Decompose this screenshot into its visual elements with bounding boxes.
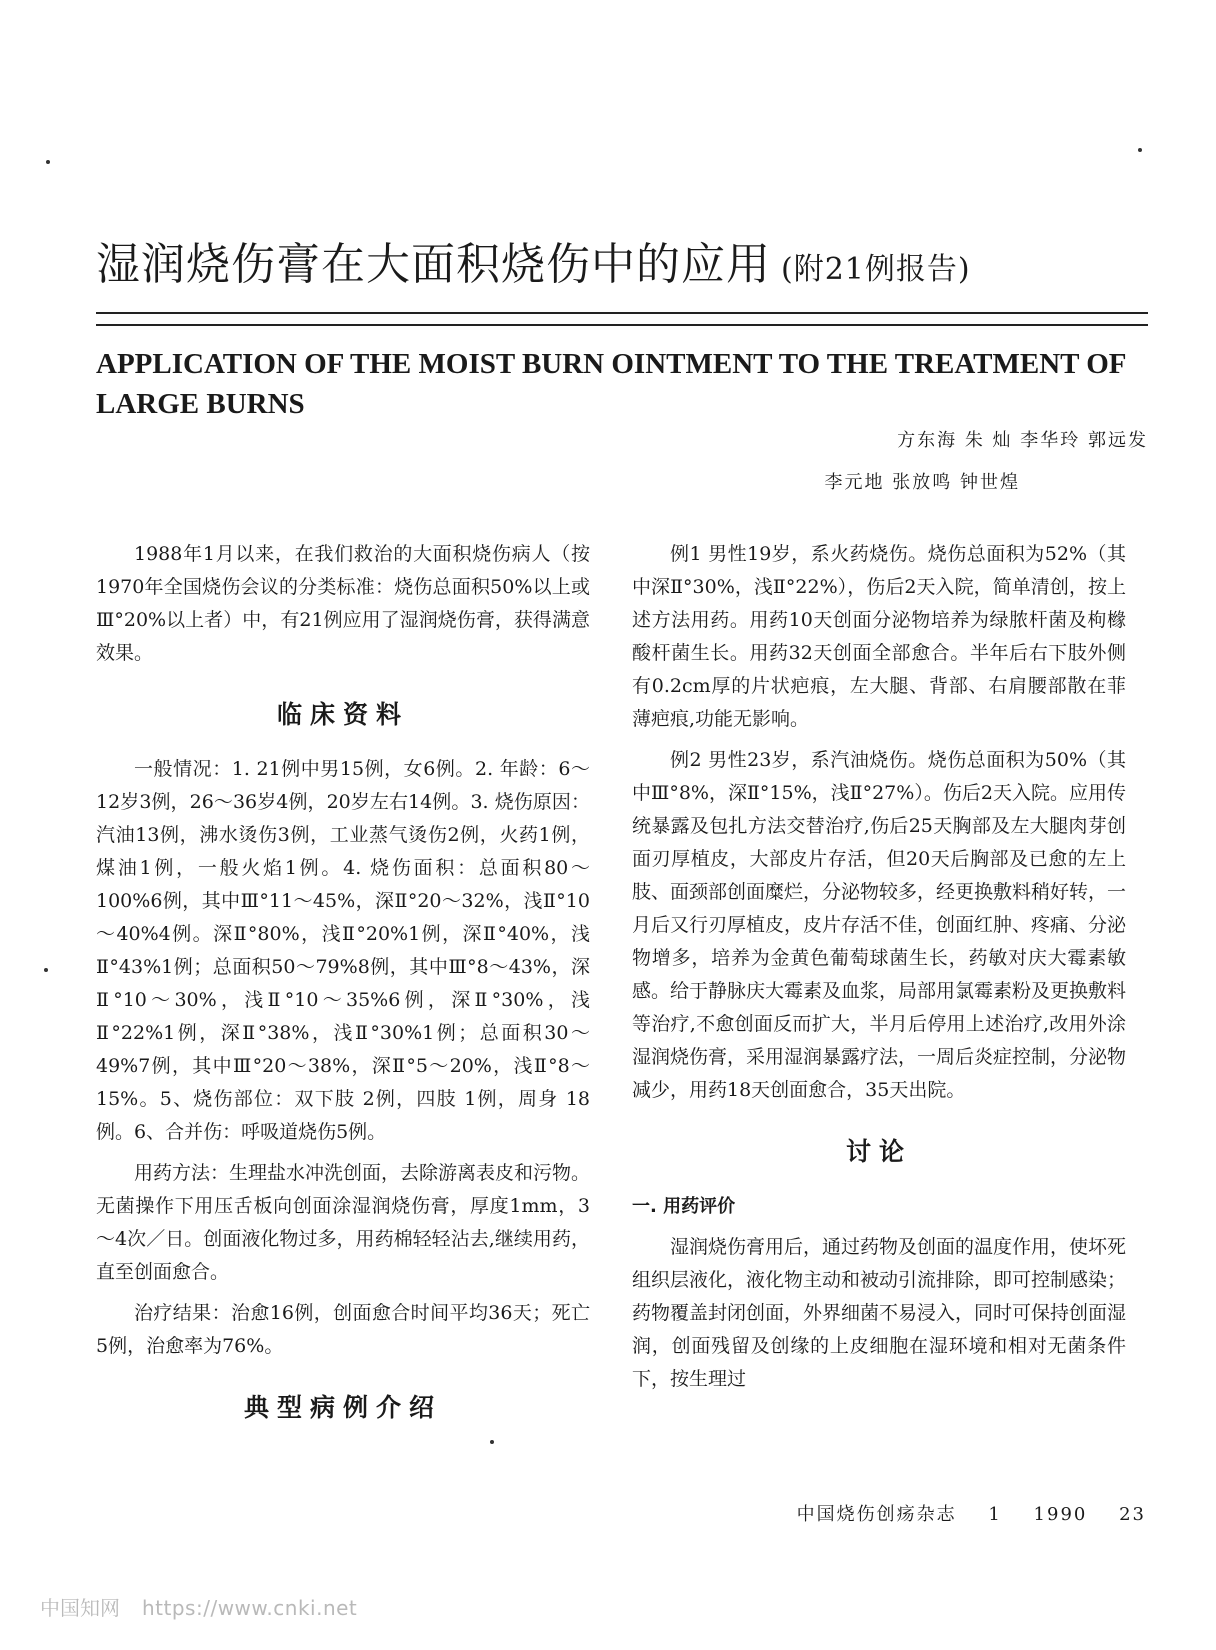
left-column — [96, 538, 590, 1446]
scan-speck — [1138, 148, 1142, 152]
result-paragraph: 治疗结果：治愈16例，创面愈合时间平均36天；死亡5例，治愈率为76%。 — [96, 1302, 590, 1357]
journal-year: 1990 — [1033, 1504, 1088, 1525]
english-title: APPLICATION OF THE MOIST BURN OINTMENT TO THE TREATMENT OF LARGE BURNS — [96, 348, 1126, 420]
authors-line-2: 李元地 张放鸣 钟世煌 — [824, 472, 1020, 493]
cnki-watermark — [40, 1592, 357, 1621]
chinese-title — [96, 230, 1146, 305]
page-number: 23 — [1119, 1504, 1146, 1525]
section-heading-clinical-data: 临床资料 — [276, 700, 409, 729]
method-paragraph: 用药方法：生理盐水冲洗创面，去除游离表皮和污物。无菌操作下用压舌板向创面涂湿润烧伤膏，厚度1mm，3～4次／日。创面液化物过多，用药棉轻轻沾去,继续用药，直至创面愈合。 — [96, 1162, 591, 1283]
journal-issue: 1 — [988, 1504, 1002, 1525]
chinese-title-main: 湿润烧伤膏在大面积烧伤中的应用 — [96, 239, 771, 290]
title-rule-bottom — [96, 324, 1148, 326]
subsection-heading-evaluation: 一. 用药评价 — [632, 1196, 736, 1217]
general-info-paragraph: 一般情况：1. 21例中男15例，女6例。2. 年龄：6～12岁3例，26～36岁4例，20岁左右14例。3. 烧伤原因：汽油13例，沸水烫伤3例，工业蒸气烫伤2例，火药1例，煤油1例，一般火焰1例。4. 烧伤面积：总面积80～100%6例，其中Ⅲ°11～45%，深Ⅱ°20～32%，浅Ⅱ°10～40%4例。深Ⅱ°80%，浅Ⅱ°20%1例，深Ⅱ°40%，浅Ⅱ°43%1例；总面积50～79%8例，其中Ⅲ°8～43%，深Ⅱ°10～30%，浅Ⅱ°10～35%6例，深Ⅱ°30%，浅Ⅱ°22%1例，深Ⅱ°38%，浅Ⅱ°30%1例；总面积30～49%7例，其中Ⅲ°20～38%，深Ⅱ°5～20%，浅Ⅱ°8～15%。5、烧伤部位：双下肢 2例，四肢 1例，周身 18例。6、合并伤：呼吸道烧伤5例。 — [96, 758, 590, 1143]
authors-line-1: 方东海 朱 灿 李华玲 郭远发 — [897, 430, 1148, 451]
watermark-site: 中国知网 — [40, 1596, 120, 1620]
page-footer — [773, 1500, 1146, 1526]
journal-name: 中国烧伤创疡杂志 — [796, 1504, 957, 1525]
scan-speck — [46, 160, 50, 164]
scan-speck — [490, 1440, 494, 1444]
case-1-paragraph: 例1 男性19岁，系火药烧伤。烧伤总面积为52%（其中深Ⅱ°30%，浅Ⅱ°22%），伤后2天入院，简单清创，按上述方法用药。用药10天创面分泌物培养为绿脓杆菌及枸橼酸杆菌生长。用药32天创面全部愈合。半年后右下肢外侧有0.2cm厚的片状疤痕，左大腿、背部、右肩腰部散在菲薄疤痕,功能无影响。 — [632, 543, 1126, 730]
intro-paragraph: 1988年1月以来，在我们救治的大面积烧伤病人（按1970年全国烧伤会议的分类标准：烧伤总面积50%以上或Ⅲ°20%以上者）中，有21例应用了湿润烧伤膏，获得满意效果。 — [96, 543, 590, 664]
right-column — [632, 538, 1126, 1404]
scan-speck — [44, 968, 48, 972]
case-2-paragraph: 例2 男性23岁，系汽油烧伤。烧伤总面积为50%（其中Ⅲ°8%，深Ⅱ°15%，浅Ⅱ°27%）。伤后2天入院。应用传统暴露及包扎方法交替治疗,伤后25天胸部及左大腿肉芽创面刃厚植皮，大部皮片存活，但20天后胸部及已愈的左上肢、面颈部创面糜烂，分泌物较多，经更换敷料稍好转，一月后又行刃厚植皮，皮片存活不佳，创面红肿、疼痛、分泌物增多，培养为金黄色葡萄球菌生长，药敏对庆大霉素敏感。给于静脉庆大霉素及血浆，局部用氯霉素粉及更换敷料等治疗,不愈创面反而扩大，半月后停用上述治疗,改用外涂湿润烧伤膏，采用湿润暴露疗法，一周后炎症控制，分泌物减少，用药18天创面愈合，35天出院。 — [632, 749, 1127, 1101]
discussion-paragraph: 湿润烧伤膏用后，通过药物及创面的温度作用，使坏死组织层液化，液化物主动和被动引流排除，即可控制感染；药物覆盖封闭创面，外界细菌不易浸入，同时可保持创面湿润，创面残留及创缘的上皮细胞在湿环境和相对无菌条件下，按生理过 — [632, 1236, 1127, 1390]
title-block — [96, 230, 1146, 305]
watermark-url: https://www.cnki.net — [142, 1596, 358, 1620]
section-heading-discussion: 讨论 — [845, 1137, 912, 1166]
section-heading-typical-cases: 典型病例介绍 — [243, 1393, 442, 1422]
chinese-title-subtitle: (附21例报告) — [781, 252, 971, 287]
title-rule-top — [96, 312, 1148, 314]
